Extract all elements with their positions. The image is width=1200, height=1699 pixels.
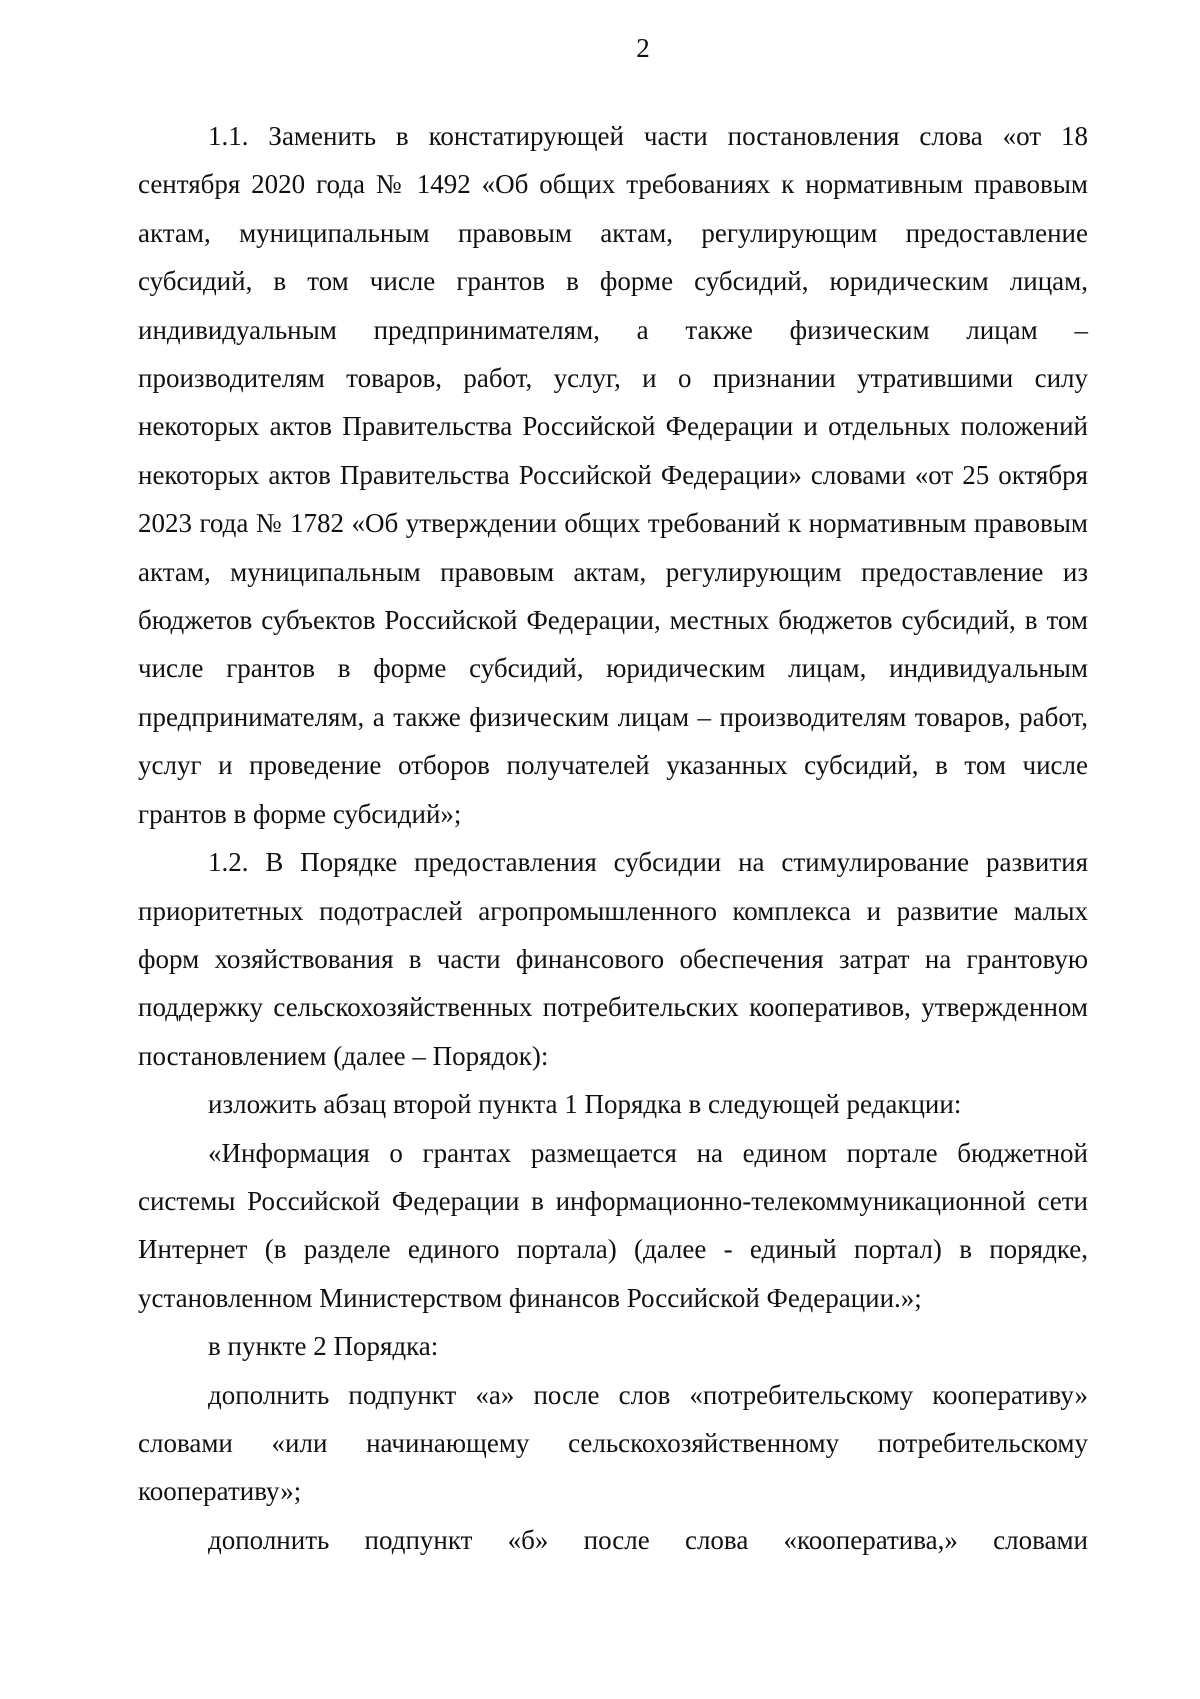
paragraph-abzac: изложить абзац второй пункта 1 Порядка в следующей редакции: [208, 1089, 962, 1120]
paragraph-podpunkt-a: дополнить подпункт «а» после слов «потребительскому кооперативу» словами «или начинающему сельскохозяйственному потребительскому кооперативу»; [138, 1379, 1088, 1507]
paragraph-1-1: 1.1. Заменить в констатирующей части постановления слова «от 18 сентября 2020 года № 1492 «Об общих требованиях к нормативным правовым актам, муниципальным правовым актам, регулирующим предоставление субсидий, в том числе грантов в форме субсидий, юридическим лицам, индивидуальным предпринимателям, а также физическим лицам – производителям товаров, работ, услуг, и о признании утратившими силу некоторых актов Правительства Российской Федерации и отдельных положений некоторых актов Правительства Российской Федерации» словами «от 25 октября 2023 года № 1782 «Об утверждении общих требований к нормативным правовым актам, муниципальным правовым актам, регулирующим предоставление из бюджетов субъектов Российской Федерации, местных бюджетов субсидий, в том числе грантов в форме субсидий, юридическим лицам, индивидуальным предпринимателям, а также физическим лицам – производителям товаров, работ, услуг и проведение отборов получателей указанных субсидий, в том числе грантов в форме субсидий»; [138, 121, 1088, 829]
paragraph-podpunkt-b: дополнить подпункт «б» после слова «кооператива,» словами [208, 1524, 1088, 1555]
paragraph-punkt-2: в пункте 2 Порядка: [208, 1331, 439, 1362]
paragraph-1-2: 1.2. В Порядке предоставления субсидии на стимулирование развития приоритетных подотраслей агропромышленного комплекса и развитие малых форм хозяйствования в части финансового обеспечения затрат на грантовую поддержку сельскохозяйственных потребительских кооперативов, утвержденном постановлением (далее – Порядок): [138, 847, 1088, 1071]
paragraph-quote: «Информация о грантах размещается на едином портале бюджетной системы Российской Федерации в информационно-телекоммуникационной сети Интернет (в разделе единого портала) (далее - единый портал) в порядке, установленном Министерством финансов Российской Федерации.»; [138, 1137, 1088, 1313]
page-number: 2 [636, 33, 650, 63]
